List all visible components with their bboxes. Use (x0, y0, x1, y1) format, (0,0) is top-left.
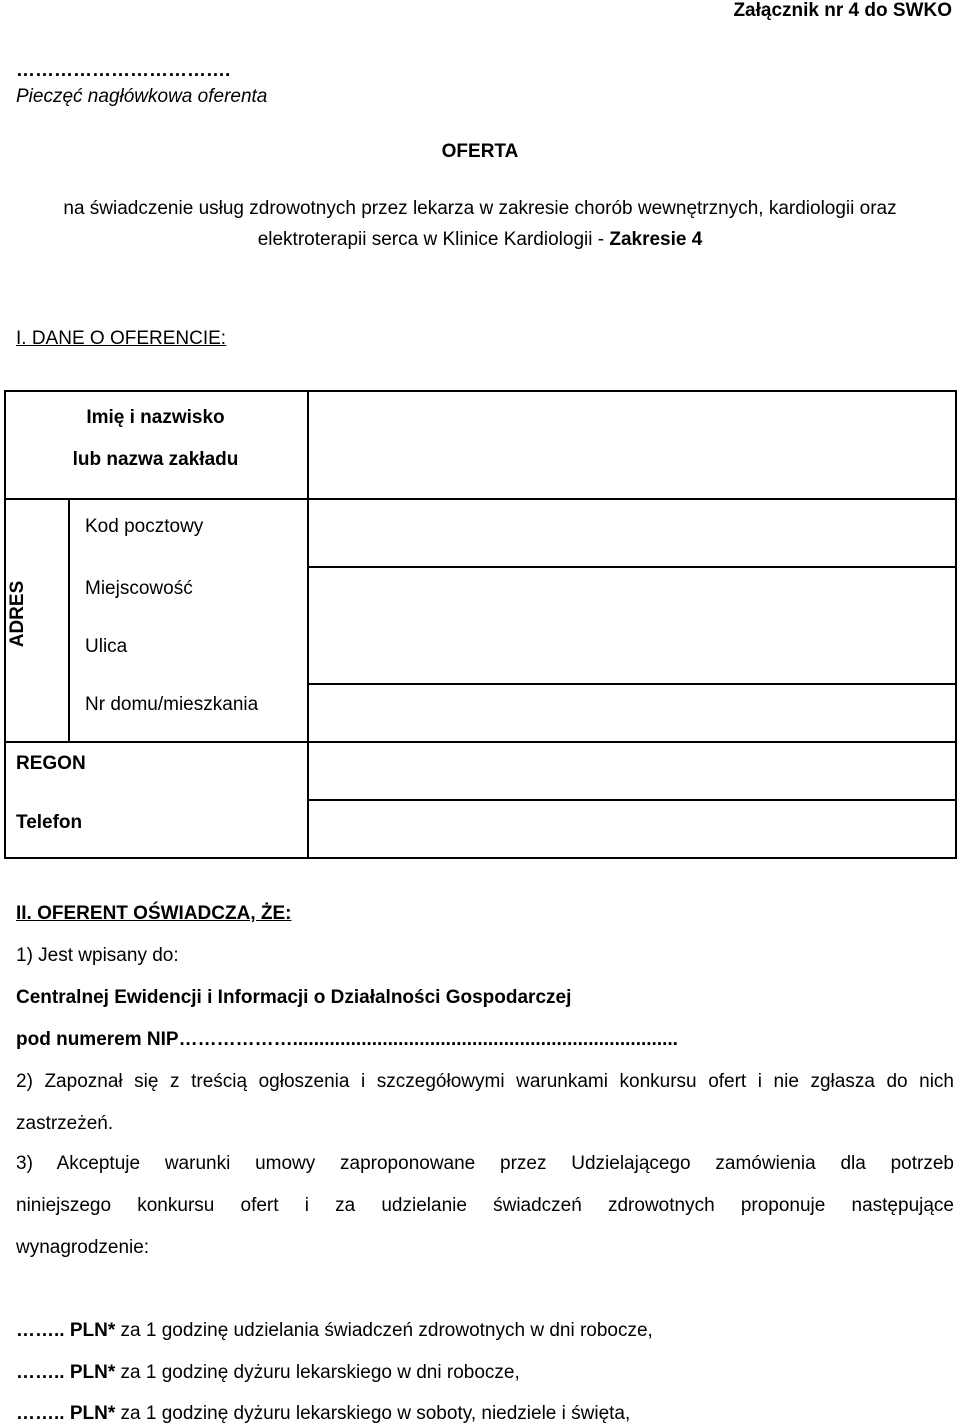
table-border-top (4, 390, 957, 392)
statement-2-line-2: zastrzeżeń. (16, 1113, 114, 1134)
statement-3-line-3: wynagrodzenie: (16, 1237, 150, 1258)
stamp-dots: ……………………………. (16, 60, 231, 81)
house-number-label: Nr domu/mieszkania (85, 694, 259, 715)
subtitle-range: Zakresie 4 (609, 229, 703, 250)
table-row-divider (307, 799, 957, 801)
section-1-heading: I. DANE O OFERENCIE: (16, 328, 227, 349)
rate-description: za 1 godzinę dyżuru lekarskiego w soboty, niedziele i święta, (115, 1403, 631, 1424)
subtitle-line-2 (0, 229, 960, 251)
statement-1: 1) Jest wpisany do: (16, 945, 179, 966)
rate-dots: …….. (16, 1403, 65, 1424)
table-border-bottom (4, 857, 957, 859)
statement-2-line-1: 2) Zapoznał się z treścią ogłoszenia i szczegółowymi warunkami konkursu ofert i nie zgłasza do nich (16, 1071, 954, 1092)
regon-label: REGON (16, 753, 86, 774)
rate-line (16, 1362, 520, 1384)
rate-currency: PLN* (69, 1403, 116, 1424)
table-row-divider (307, 683, 957, 685)
rate-dots: …….. (16, 1362, 65, 1383)
postal-code-label: Kod pocztowy (85, 516, 204, 537)
rate-currency: PLN* (69, 1320, 116, 1341)
table-row-divider (307, 566, 957, 568)
rate-line (16, 1320, 653, 1342)
table-row-divider (4, 741, 957, 743)
statement-3-line-2: niniejszego konkursu ofert i za udzielanie świadczeń zdrowotnych proponuje następujące (16, 1195, 954, 1216)
ceidg-registry: Centralnej Ewidencji i Informacji o Działalności Gospodarczej (16, 987, 572, 1008)
rate-line (16, 1403, 630, 1425)
street-label: Ulica (85, 636, 128, 657)
table-column-divider (307, 390, 309, 859)
name-label-line-1: Imię i nazwisko (86, 407, 225, 428)
name-label-line-2: lub nazwa zakładu (72, 449, 239, 470)
rate-description: za 1 godzinę udzielania świadczeń zdrowotnych w dni robocze, (115, 1320, 653, 1341)
adres-column-divider (68, 498, 70, 741)
table-border-right (955, 390, 957, 859)
section-2-heading: II. OFERENT OŚWIADCZA, ŻE: (16, 903, 292, 924)
city-label: Miejscowość (85, 578, 193, 599)
stamp-label: Pieczęć nagłówkowa oferenta (16, 86, 268, 107)
subtitle-line-2-text: elektroterapii serca w Klinice Kardiologii - (257, 229, 610, 250)
rate-dots: …….. (16, 1320, 65, 1341)
adres-label: ADRES (7, 580, 28, 648)
subtitle-line-1: na świadczenie usług zdrowotnych przez lekarza w zakresie chorób wewnętrznych, kardiologii oraz (63, 198, 897, 219)
annex-label: Załącznik nr 4 do SWKO (733, 0, 952, 21)
phone-label: Telefon (16, 812, 83, 833)
rate-description: za 1 godzinę dyżuru lekarskiego w dni robocze, (115, 1362, 520, 1383)
nip-line: pod numerem NIP………………......................................................................... (16, 1029, 678, 1050)
statement-3-line-1: 3) Akceptuje warunki umowy zaproponowane przez Udzielającego zamówienia dla potrzeb (16, 1153, 954, 1174)
rate-currency: PLN* (69, 1362, 116, 1383)
document-title: OFERTA (441, 141, 519, 162)
table-row-divider (4, 498, 957, 500)
